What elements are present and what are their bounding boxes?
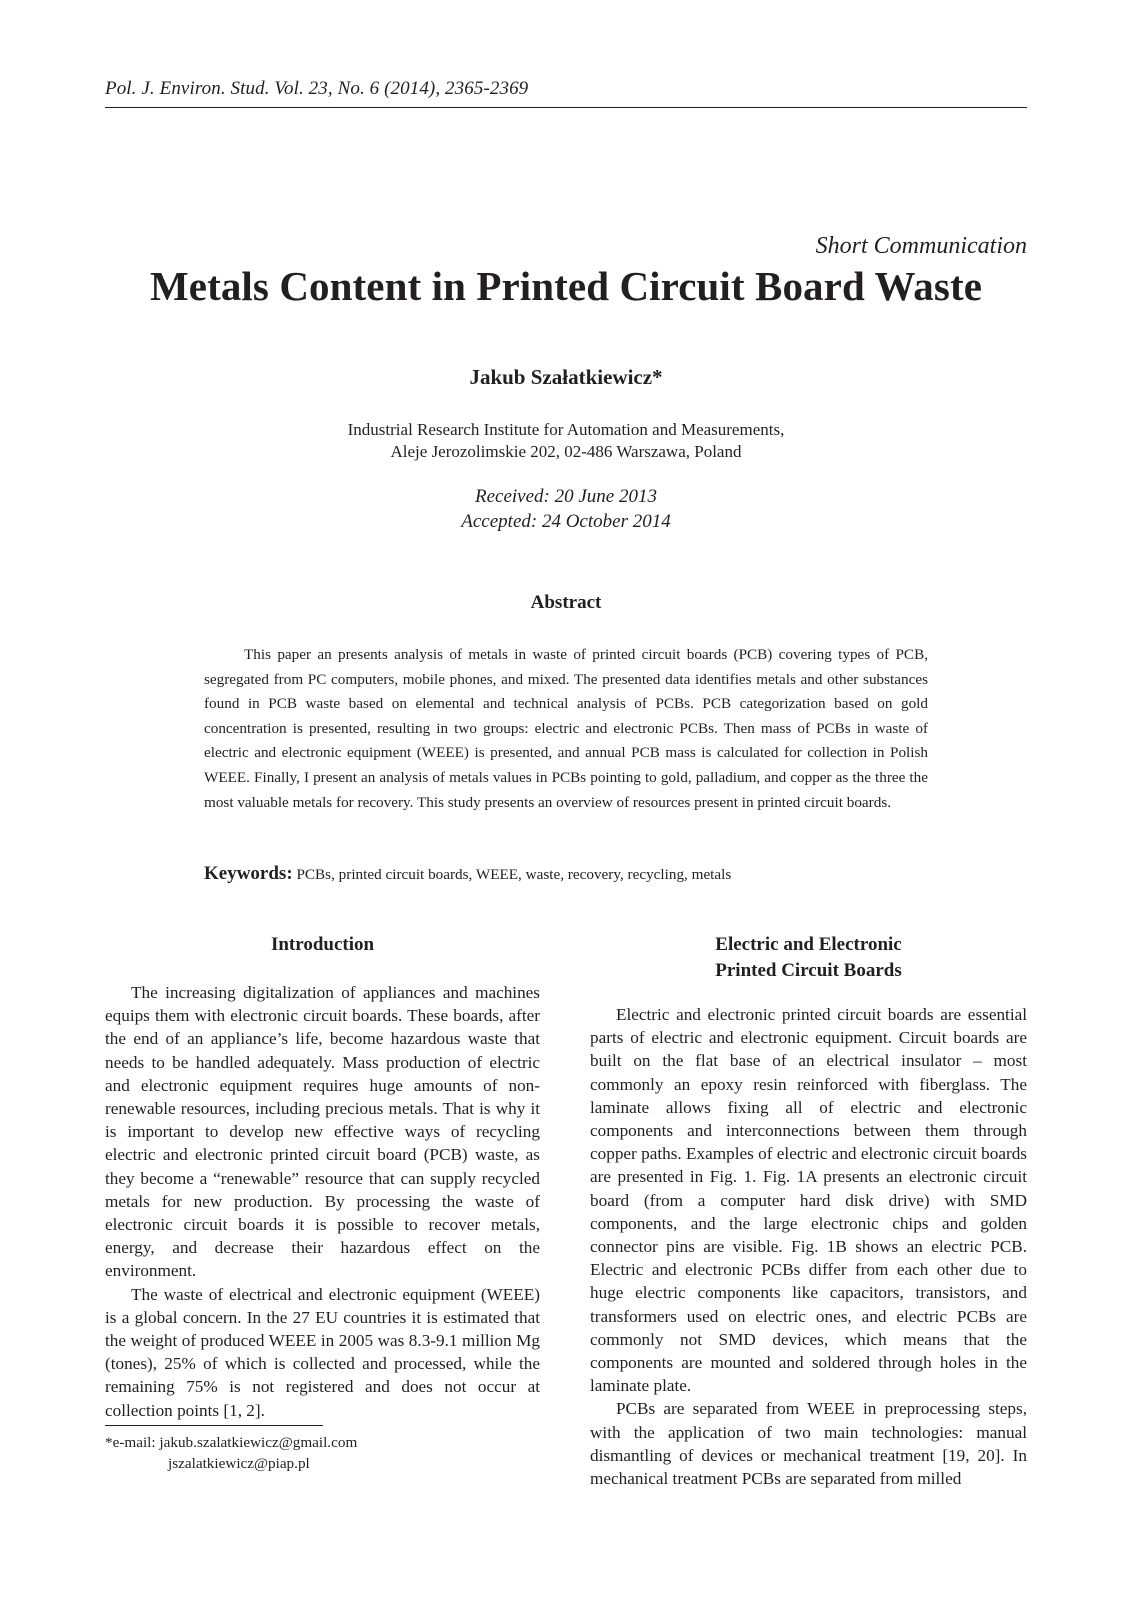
electric-electronic-heading-line-1: Electric and Electronic bbox=[715, 934, 902, 955]
introduction-column bbox=[105, 981, 540, 1422]
electric-electronic-heading bbox=[590, 932, 1027, 984]
keywords bbox=[204, 863, 928, 885]
abstract-heading: Abstract bbox=[530, 592, 602, 613]
introduction-paragraph: The waste of electrical and electronic equipment (WEEE) is a global concern. In the 27 EU countries it is estimated that the weight of produced WEEE in 2005 was 8.3-9.1 million Mg (tones), 25% of which is collected and processed, while the remaining 75% is not registered and does not occur at collection points [1, 2]. bbox=[105, 1284, 540, 1420]
electric-electronic-paragraph: Electric and electronic printed circuit boards are essential parts of electric and electronic equipment. Circuit boards are built on the flat base of an electrical insulator – most commonly an epoxy resin reinforced with fiberglass. The laminate allows fixing all of electric and electronic components and interconnections between them through copper paths. Examples of electric and electronic circuit boards are presented in Fig. 1. Fig. 1A presents an electronic circuit board (from a computer hard disk drive) with SMD components, and the large electronic chips and golden connector pins are visible. Fig. 1B shows an electric PCB. Electric and electronic PCBs differ from each other due to huge electric components like capacitors, transistors, and transformers used on electric ones, and electric PCBs are commonly not SMD devices, which means that the components are mounted and soldered through holes in the laminate plate. bbox=[590, 1005, 1027, 1396]
article-type: Short Communication bbox=[815, 233, 1027, 259]
header-rule bbox=[105, 107, 1027, 108]
footnote-rule bbox=[105, 1425, 323, 1426]
footnote-email-2: jszalatkiewicz@piap.pl bbox=[168, 1455, 310, 1472]
introduction-paragraph: The increasing digitalization of appliances and machines equips them with electronic circuit boards. These boards, after the end of an appliance’s life, become hazardous waste that needs to be handled adequately. Mass production of electric and electronic equipment requires huge amounts of non-renewable resources, including precious metals. That is why it is important to develop new effective ways of recycling electric and electronic printed circuit board (PCB) waste, as they become a “renewable” resource that can supply recycled metals for new production. By processing the waste of electronic circuit boards it is possible to recover metals, energy, and decrease their hazardous effect on the environment. bbox=[105, 983, 540, 1281]
electric-electronic-paragraph: PCBs are separated from WEEE in preprocessing steps, with the application of two main technologies: manual dismantling of devices or mechanical treatment [19, 20]. In mechanical treatment PCBs are separated from milled bbox=[590, 1399, 1027, 1489]
accepted-date: Accepted: 24 October 2014 bbox=[461, 511, 671, 532]
abstract-text: This paper an presents analysis of metals in waste of printed circuit boards (PCB) covering types of PCB, segregated from PC computers, mobile phones, and mixed. The presented data identifies metals and other substances found in PCB waste based on elemental and technical analysis of PCBs. PCB categorization based on gold concentration is presented, resulting in two groups: electric and electronic PCBs. Then mass of PCBs in waste of electric and electronic equipment (WEEE) is presented, and annual PCB mass is calculated for collection in Polish WEEE. Finally, I present an analysis of metals values in PCBs pointing to gold, palladium, and copper as the three the most valuable metals for recovery. This study presents an overview of resources present in printed circuit boards. bbox=[204, 646, 928, 811]
keywords-label: Keywords: bbox=[204, 863, 293, 884]
paper-title: Metals Content in Printed Circuit Board Waste bbox=[149, 263, 983, 309]
affiliation-line-1: Industrial Research Institute for Automation and Measurements, bbox=[347, 420, 785, 439]
keywords-list: PCBs, printed circuit boards, WEEE, waste, recovery, recycling, metals bbox=[296, 866, 732, 883]
received-date: Received: 20 June 2013 bbox=[475, 486, 657, 507]
author-name: Jakub Szałatkiewicz* bbox=[469, 365, 663, 389]
running-head: Pol. J. Environ. Stud. Vol. 23, No. 6 (2014), 2365-2369 bbox=[105, 78, 529, 99]
footnote-email-1: *e-mail: jakub.szalatkiewicz@gmail.com bbox=[105, 1434, 358, 1451]
affiliation-line-2: Aleje Jerozolimskie 202, 02-486 Warszawa, Poland bbox=[390, 442, 742, 461]
electric-electronic-column bbox=[590, 1003, 1027, 1490]
footnote bbox=[105, 1432, 357, 1474]
electric-electronic-heading-line-2: Printed Circuit Boards bbox=[715, 960, 902, 981]
introduction-heading: Introduction bbox=[270, 934, 375, 955]
